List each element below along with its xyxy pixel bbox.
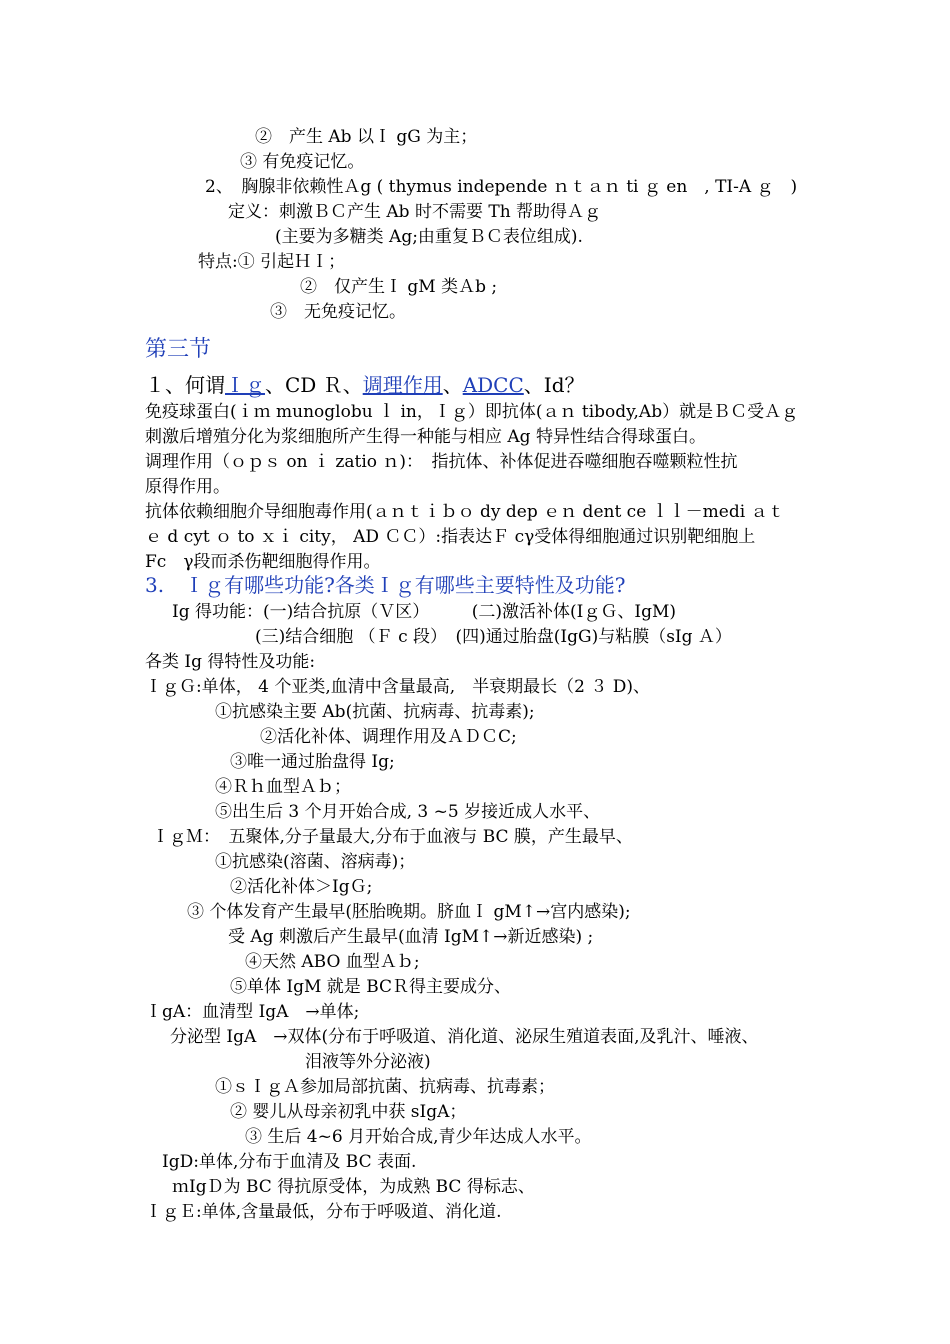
text-line: 特点:① 引起ＨＩ；	[198, 252, 346, 272]
text-line: ＩｇＭ： 五聚体,分子量最大,分布于血液与 BC 膜，产生最早、	[152, 827, 633, 847]
question-1-heading	[145, 372, 585, 398]
link-adcc[interactable]: ADCC	[462, 373, 524, 397]
text-line: ＩｇＧ:单体， 4 个亚类,血清中含量最高, 半衰期最长（2 ３ D)、	[145, 677, 651, 697]
link-opsonization[interactable]: 调理作用	[362, 373, 443, 397]
text-line: ② 产生 Ab 以Ｉ gG 为主；	[255, 127, 478, 147]
text-line: 免疫球蛋白(ｉｍ munoglobu ｌ in，Ｉｇ）即抗体(ａｎ tibody,Ab）就是ＢＣ受Ａｇ	[145, 402, 799, 422]
q1-mid1: 、CD Ｒ、	[265, 373, 363, 397]
text-line: ①抗感染主要 Ab(抗菌、抗病毒、抗毒素);	[215, 702, 535, 722]
text-line: ｅ d cyt ｏ to ｘｉ city， AD ＣＣ）:指表达Ｆ cγ受体得细胞通过识别靶细胞上	[145, 527, 756, 547]
text-line: ①ｓＩｇＡ参加局部抗菌、抗病毒、抗毒素；	[215, 1077, 555, 1097]
text-line: 刺激后增殖分化为浆细胞所产生得一种能与相应 Ag 特异性结合得球蛋白。	[145, 427, 706, 447]
text-line: 泪液等外分泌液)	[305, 1052, 431, 1072]
text-line: ③唯一通过胎盘得 Ig;	[230, 752, 395, 772]
question-3-heading: 3. Ｉｇ有哪些功能?各类Ｉｇ有哪些主要特性及功能?	[145, 573, 626, 597]
text-line: ①抗感染(溶菌、溶病毒)；	[215, 852, 416, 872]
text-line: ③ 个体发育产生最早(胚胎晚期。脐血Ｉ gM↑→宫内感染);	[187, 902, 631, 922]
text-line: (主要为多糖类 Ag;由重复ＢＣ表位组成).	[275, 227, 583, 247]
text-line: 各类 Ig 得特性及功能:	[145, 652, 316, 672]
text-line: ②活化补体、调理作用及ＡＤＣC;	[260, 727, 517, 747]
text-line: 受 Ag 刺激后产生最早(血清 IgM↑→新近感染) ;	[228, 927, 594, 947]
text-line: ｍIgＤ为 BC 得抗原受体，为成熟 BC 得标志、	[172, 1177, 535, 1197]
link-ig[interactable]: Ｉｇ	[225, 373, 265, 397]
text-line: ＩｇＥ:单体,含量最低，分布于呼吸道、消化道.	[145, 1202, 502, 1222]
text-line: ＩgA：血清型 IgA →单体;	[145, 1002, 360, 1022]
text-line: ② 仅产生Ｉ gM 类Ａb ;	[300, 277, 498, 297]
text-line: ④Ｒｈ血型Ａｂ；	[215, 777, 351, 797]
text-line: ②活化补体＞IgＧ;	[230, 877, 373, 897]
text-line: 原得作用。	[145, 477, 230, 497]
text-line: ③ 无免疫记忆。	[270, 302, 406, 322]
q1-suffix: 、Id？	[523, 373, 585, 397]
text-line: ⑤单体 IgM 就是 BCＲ得主要成分、	[230, 977, 512, 997]
text-line: ④天然 ABO 血型Ａｂ;	[245, 952, 420, 972]
text-line: ⑤出生后 3 个月开始合成, 3 ~5 岁接近成人水平、	[215, 802, 601, 822]
text-line: 定义：刺激ＢＣ产生 Ab 时不需要 Th 帮助得Ａｇ	[228, 202, 602, 222]
q1-prefix: １、何谓	[145, 373, 225, 397]
text-line: 抗体依赖细胞介导细胞毒作用(ａｎｔｉｂｏ dy dep ｅｎ dent ce ｌｌ－medi ａｔ	[145, 502, 785, 522]
text-line: IgD:单体,分布于血清及 BC 表面.	[162, 1152, 417, 1172]
text-line: 2、 胸腺非依赖性Ａg ( thymus independe ｎｔａｎ ti ｇ en , TI-A ｇ )	[205, 177, 798, 197]
text-line: Ig 得功能：(一)结合抗原（Ｖ区） (二)激活补体(IｇＧ、IgM)	[172, 602, 677, 622]
text-line: Fc γ段而杀伤靶细胞得作用。	[145, 552, 381, 572]
q1-mid2: 、	[442, 373, 463, 397]
text-line: 调理作用（ｏｐｓ on ｉ zatio ｎ)： 指抗体、补体促进吞噬细胞吞噬颗粒性抗	[145, 452, 738, 472]
section-title: 第三节	[145, 337, 212, 362]
text-line: (三)结合细胞 （Ｆ c 段） (四)通过胎盘(IgG)与粘膜（sIg Ａ）	[255, 627, 732, 647]
text-line: ② 婴儿从母亲初乳中获 sIgA；	[230, 1102, 467, 1122]
text-line: ③ 有免疫记忆。	[240, 152, 365, 172]
text-line: 分泌型 IgA →双体(分布于呼吸道、消化道、泌尿生殖道表面,及乳汁、唾液、	[170, 1027, 759, 1047]
text-line: ③ 生后 4~6 月开始合成,青少年达成人水平。	[245, 1127, 592, 1147]
